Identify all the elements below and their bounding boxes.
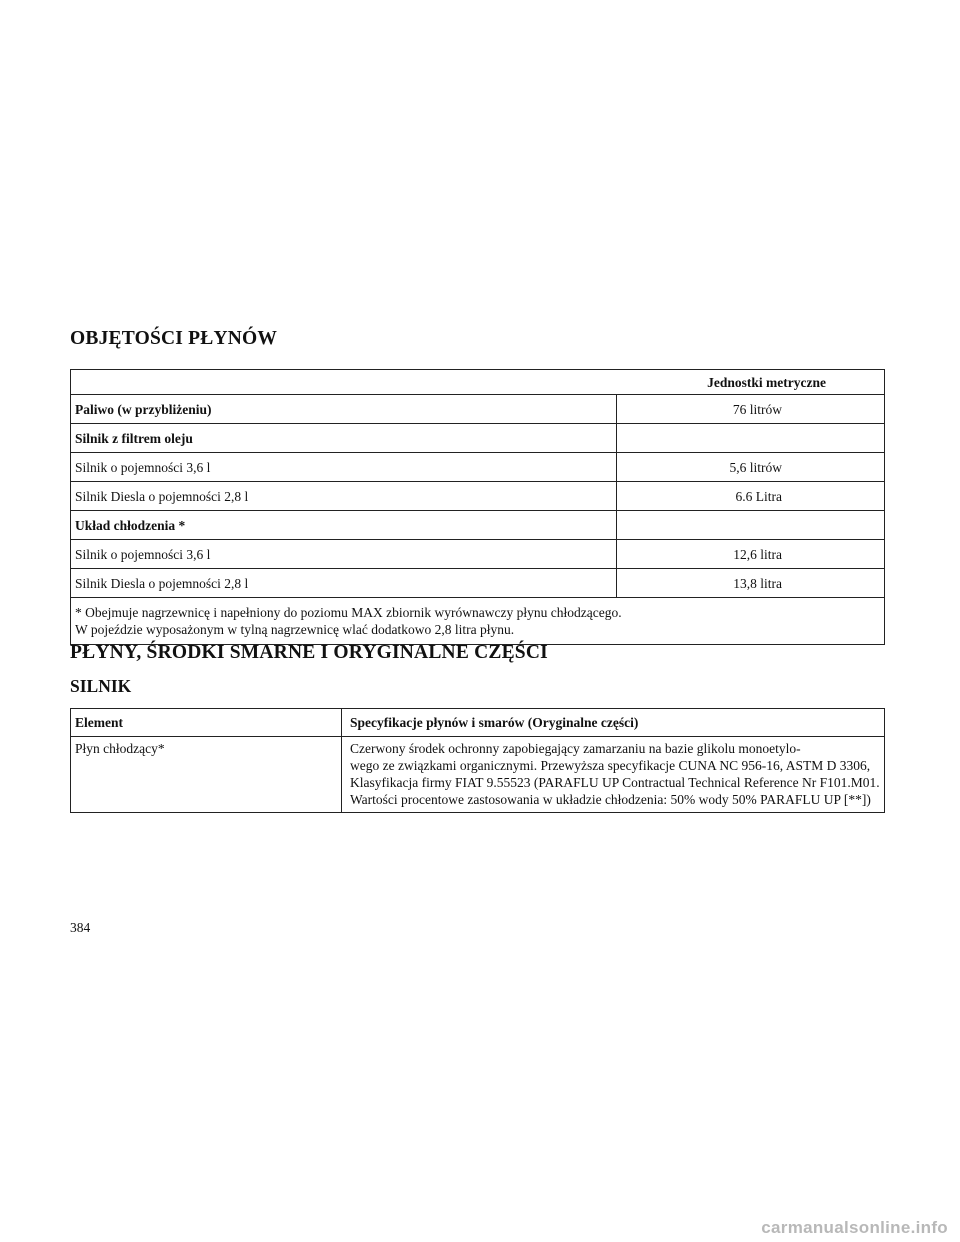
table-row xyxy=(71,395,885,424)
row-label: Silnik o pojemności 3,6 l xyxy=(71,540,617,569)
row-value: 12,6 litra xyxy=(617,540,885,569)
row-label: Silnik o pojemności 3,6 l xyxy=(71,453,617,482)
row-label: Układ chłodzenia * xyxy=(71,511,617,540)
subsection-title-engine: SILNIK xyxy=(70,676,132,696)
table-row xyxy=(71,540,885,569)
engine-fluids-table xyxy=(70,708,885,813)
table-row xyxy=(71,737,885,813)
table-row xyxy=(71,424,885,453)
row-value: 13,8 litra xyxy=(617,569,885,598)
row-value xyxy=(617,424,885,453)
row-value xyxy=(617,511,885,540)
page-number: 384 xyxy=(70,920,91,935)
watermark-text: carmanualsonline.info xyxy=(761,1218,948,1237)
footnote-line-1: * Obejmuje nagrzewnicę i napełniony do poziomu MAX zbiornik wyrównawczy płynu chłodzącego. xyxy=(75,605,622,620)
row-label: Paliwo (w przybliżeniu) xyxy=(71,395,617,424)
table-row xyxy=(71,453,885,482)
table-row xyxy=(71,482,885,511)
fluid-capacities-table xyxy=(70,369,885,645)
row-label: Silnik Diesla o pojemności 2,8 l xyxy=(71,482,617,511)
row-label: Silnik z filtrem oleju xyxy=(71,424,617,453)
row-value: 5,6 litrów xyxy=(617,453,885,482)
table-header-row xyxy=(71,370,885,395)
table-row xyxy=(71,511,885,540)
element-cell: Płyn chłodzący* xyxy=(71,737,342,813)
element-column-header: Element xyxy=(71,709,342,737)
row-label: Silnik Diesla o pojemności 2,8 l xyxy=(71,569,617,598)
spec-cell xyxy=(342,737,885,813)
footnote-line-2: W pojeździe wyposażonym w tylną nagrzewnicę wlać dodatkowo 2,8 litra płynu. xyxy=(75,622,515,637)
table-note-row xyxy=(71,598,885,645)
spec-line-1: Czerwony środek ochronny zapobiegający zamarzaniu na bazie glikolu monoetylo- xyxy=(350,741,801,756)
table-footnote xyxy=(71,598,885,645)
section-title-fluids-lubricants: PŁYNY, ŚRODKI SMARNE I ORYGINALNE CZĘŚCI xyxy=(70,642,548,663)
row-value: 6.6 Litra xyxy=(617,482,885,511)
spec-column-header: Specyfikacje płynów i smarów (Oryginalne części) xyxy=(342,709,885,737)
spec-continuation: wego ze związkami organicznymi. Przewyższa specyfikacje CUNA NC 956-16, ASTM D 3306, Klasyfikacja firmy FIAT 9.55523 (PARAFLU UP Contractual Technical Reference Nr F101.M01. Wartości procentowe zastosowania w układzie chłodzenia: 50% wody 50% PARAFLU UP [**]) xyxy=(350,758,880,807)
metric-units-header: Jednostki metryczne xyxy=(71,370,885,395)
row-value: 76 litrów xyxy=(617,395,885,424)
table-row xyxy=(71,569,885,598)
section-title-fluid-capacities: OBJĘTOŚCI PŁYNÓW xyxy=(70,328,278,349)
table-header-row xyxy=(71,709,885,737)
